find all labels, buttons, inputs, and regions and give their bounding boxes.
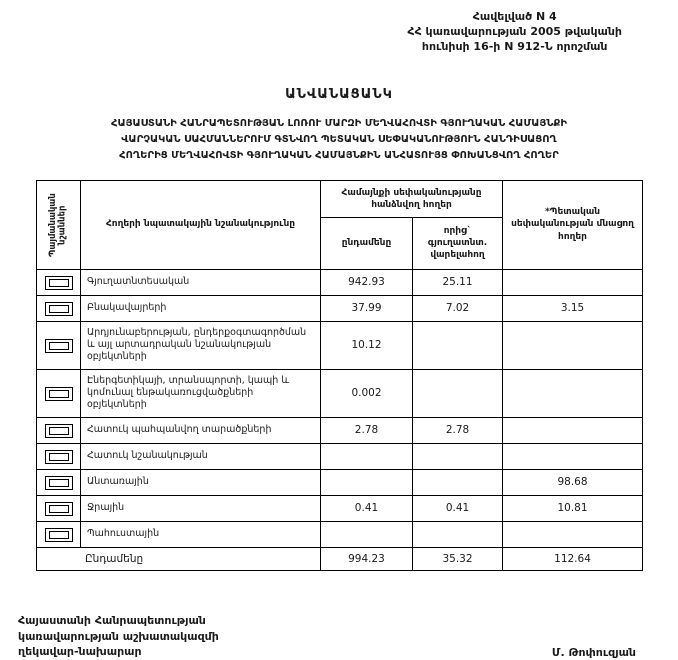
signatory-title-block bbox=[18, 613, 219, 660]
symbol-cell bbox=[37, 295, 81, 321]
table-row bbox=[37, 369, 643, 417]
symbol-cell bbox=[37, 417, 81, 443]
symbol-cell bbox=[37, 369, 81, 417]
total-cell: 37.99 bbox=[321, 295, 413, 321]
signatory-name: Մ. Թոփուզյան bbox=[551, 646, 636, 660]
of-which-sum-cell: 35.32 bbox=[413, 547, 503, 570]
state-cell bbox=[503, 321, 643, 369]
state-cell bbox=[503, 521, 643, 547]
legend-symbol-box bbox=[45, 302, 73, 316]
purpose-cell: Ջրային bbox=[81, 495, 321, 521]
column-header-state: *Պետական սեփականության մնացող հողեր bbox=[503, 180, 643, 269]
of-which-cell bbox=[413, 469, 503, 495]
page-title: ԱՆՎԱՆԱՑԱՆԿ bbox=[285, 86, 393, 102]
total-cell bbox=[321, 469, 413, 495]
total-cell: 942.93 bbox=[321, 269, 413, 295]
of-which-cell: 7.02 bbox=[413, 295, 503, 321]
signatory-line-1: Հայաստանի Հանրապետության bbox=[18, 613, 206, 627]
table-row bbox=[37, 443, 643, 469]
state-cell: 10.81 bbox=[503, 495, 643, 521]
column-header-total: ընդամենը bbox=[321, 217, 413, 269]
table-row bbox=[37, 495, 643, 521]
of-which-cell bbox=[413, 321, 503, 369]
signatory-line-2: կառավարության աշխատակազմի bbox=[18, 629, 219, 643]
state-cell bbox=[503, 443, 643, 469]
legend-symbol-box bbox=[45, 276, 73, 290]
purpose-cell: Անտառային bbox=[81, 469, 321, 495]
table-row bbox=[37, 321, 643, 369]
symbol-cell bbox=[37, 521, 81, 547]
annex-line-3: հունիսի 16-ի N 912-Ն որոշման bbox=[421, 39, 608, 53]
legend-symbol-box bbox=[45, 502, 73, 516]
document-footer bbox=[18, 613, 660, 660]
total-cell bbox=[321, 443, 413, 469]
column-header-of-which: որից` գյուղատնտ. վարելահող bbox=[413, 217, 503, 269]
subtitle-line-1: ՀԱՅԱՍՏԱՆԻ ՀԱՆՐԱՊԵՏՈՒԹՅԱՆ ԼՈՌՈՒ ՄԱՐԶԻ ՄԵՂՎԱՀՈՎՏԻ ԳՅՈՒՂԱԿԱՆ ՀԱՄԱՅՆՔԻ bbox=[110, 117, 568, 129]
document-subtitle bbox=[18, 116, 660, 164]
table-total-row bbox=[37, 547, 643, 570]
annex-line-2: ՀՀ կառավարության 2005 թվականի bbox=[407, 24, 622, 38]
column-header-purpose: Հողերի նպատակային նշանակությունը bbox=[81, 180, 321, 269]
annex-reference bbox=[407, 10, 622, 55]
of-which-cell bbox=[413, 443, 503, 469]
symbol-cell bbox=[37, 269, 81, 295]
legend-symbol-box bbox=[45, 476, 73, 490]
of-which-cell: 0.41 bbox=[413, 495, 503, 521]
state-cell: 98.68 bbox=[503, 469, 643, 495]
purpose-cell: Բնակավայրերի bbox=[81, 295, 321, 321]
symbol-cell bbox=[37, 495, 81, 521]
of-which-cell bbox=[413, 521, 503, 547]
purpose-cell: Հատուկ պահպանվող տարածքների bbox=[81, 417, 321, 443]
total-label-cell: Ընդամենը bbox=[37, 547, 321, 570]
state-cell bbox=[503, 269, 643, 295]
state-cell: 3.15 bbox=[503, 295, 643, 321]
table-row bbox=[37, 417, 643, 443]
total-sum-cell: 994.23 bbox=[321, 547, 413, 570]
symbol-cell bbox=[37, 321, 81, 369]
state-cell bbox=[503, 417, 643, 443]
table-row bbox=[37, 469, 643, 495]
state-cell bbox=[503, 369, 643, 417]
purpose-cell: Հատուկ նշանակության bbox=[81, 443, 321, 469]
total-cell: 2.78 bbox=[321, 417, 413, 443]
total-cell: 0.41 bbox=[321, 495, 413, 521]
of-which-cell: 25.11 bbox=[413, 269, 503, 295]
column-header-community-group: Համայնքի սեփականությանը հանձնվող հողեր bbox=[321, 180, 503, 217]
purpose-cell: Արդյունաբերության, ընդերքօգտագործման և այլ արտադրական նշանակության օբյեկտների bbox=[81, 321, 321, 369]
symbol-cell bbox=[37, 443, 81, 469]
purpose-cell: Էներգետիկայի, տրանսպորտի, կապի և կոմունալ ենթակառուցվածքների օբյեկտների bbox=[81, 369, 321, 417]
annex-line-1: Հավելված N 4 bbox=[472, 10, 557, 23]
legend-symbol-box bbox=[45, 424, 73, 438]
table-header-row-1 bbox=[37, 180, 643, 217]
of-which-cell bbox=[413, 369, 503, 417]
table-row bbox=[37, 269, 643, 295]
subtitle-line-3: ՀՈՂԵՐԻՑ ՄԵՂՎԱՀՈՎՏԻ ԳՅՈՒՂԱԿԱՆ ՀԱՄԱՅՆՔԻՆ ԱՆՀԱՏՈՒՅՑ ՓՈԽԱՆՑՎՈՂ ՀՈՂԵՐ bbox=[119, 149, 559, 161]
total-cell bbox=[321, 521, 413, 547]
purpose-cell: Պահուստային bbox=[81, 521, 321, 547]
purpose-cell: Գյուղատնտեսական bbox=[81, 269, 321, 295]
table-row bbox=[37, 295, 643, 321]
land-table bbox=[36, 180, 643, 571]
state-sum-cell: 112.64 bbox=[503, 547, 643, 570]
column-header-symbols-label: Պայմանական նշաններ bbox=[48, 192, 68, 257]
symbol-cell bbox=[37, 469, 81, 495]
table-row bbox=[37, 521, 643, 547]
total-cell: 0.002 bbox=[321, 369, 413, 417]
signatory-line-3: ղեկավար-նախարար bbox=[18, 645, 142, 659]
total-cell: 10.12 bbox=[321, 321, 413, 369]
legend-symbol-box bbox=[45, 339, 73, 353]
subtitle-line-2: ՎԱՐՉԱԿԱՆ ՍԱՀՄԱՆՆԵՐՈՒՄ ԳՏՆՎՈՂ ՊԵՏԱԿԱՆ ՍԵՓԱԿԱՆՈՒԹՅՈՒՆ ՀԱՆԴԻՍԱՑՈՂ bbox=[121, 133, 557, 145]
legend-symbol-box bbox=[45, 387, 73, 401]
legend-symbol-box bbox=[45, 528, 73, 542]
of-which-cell: 2.78 bbox=[413, 417, 503, 443]
column-header-symbols bbox=[37, 180, 81, 269]
legend-symbol-box bbox=[45, 450, 73, 464]
